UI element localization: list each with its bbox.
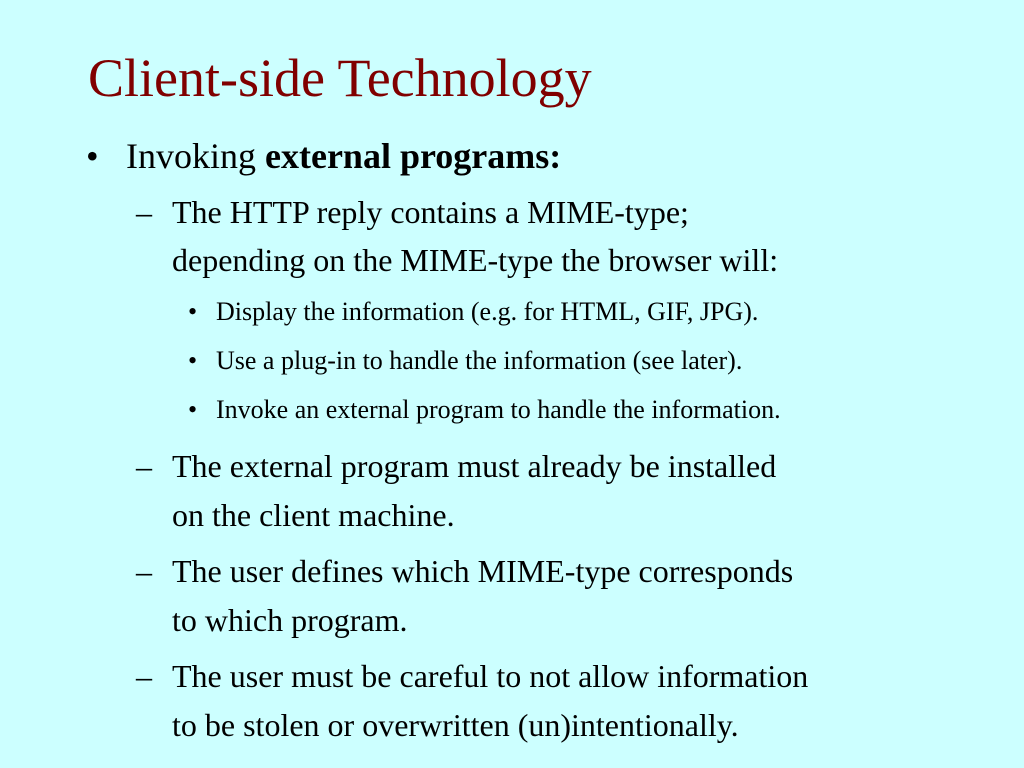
item-line: The HTTP reply contains a MIME-type;	[172, 194, 689, 230]
dash-marker: –	[136, 553, 152, 589]
subitem-text: Use a plug-in to handle the information (see later).	[216, 346, 743, 375]
item-line: depending on the MIME-type the browser will:	[172, 242, 779, 278]
dash-marker: –	[136, 194, 152, 230]
dash-marker: –	[136, 448, 152, 484]
bullet-text-prefix: Invoking	[126, 136, 265, 176]
item-line: to which program.	[172, 602, 408, 638]
bullet-text	[126, 134, 561, 178]
subitem-text: Display the information (e.g. for HTML, GIF, JPG).	[216, 297, 759, 326]
dash-marker: –	[136, 658, 152, 694]
bullet-marker: •	[86, 136, 99, 176]
subitem-text: Invoke an external program to handle the information.	[216, 395, 781, 424]
bullet-text-bold: external programs:	[265, 136, 562, 176]
slide-title: Client-side Technology	[88, 48, 592, 108]
item-line: to be stolen or overwritten (un)intentionally.	[172, 707, 739, 743]
subitem-marker: •	[188, 346, 198, 375]
item-line: The external program must already be installed	[172, 448, 777, 484]
item-line: The user defines which MIME-type corresponds	[172, 553, 794, 589]
item-line: The user must be careful to not allow information	[172, 658, 809, 694]
subitem-marker: •	[188, 297, 198, 326]
subitem-marker: •	[188, 395, 198, 424]
item-line: on the client machine.	[172, 497, 455, 533]
